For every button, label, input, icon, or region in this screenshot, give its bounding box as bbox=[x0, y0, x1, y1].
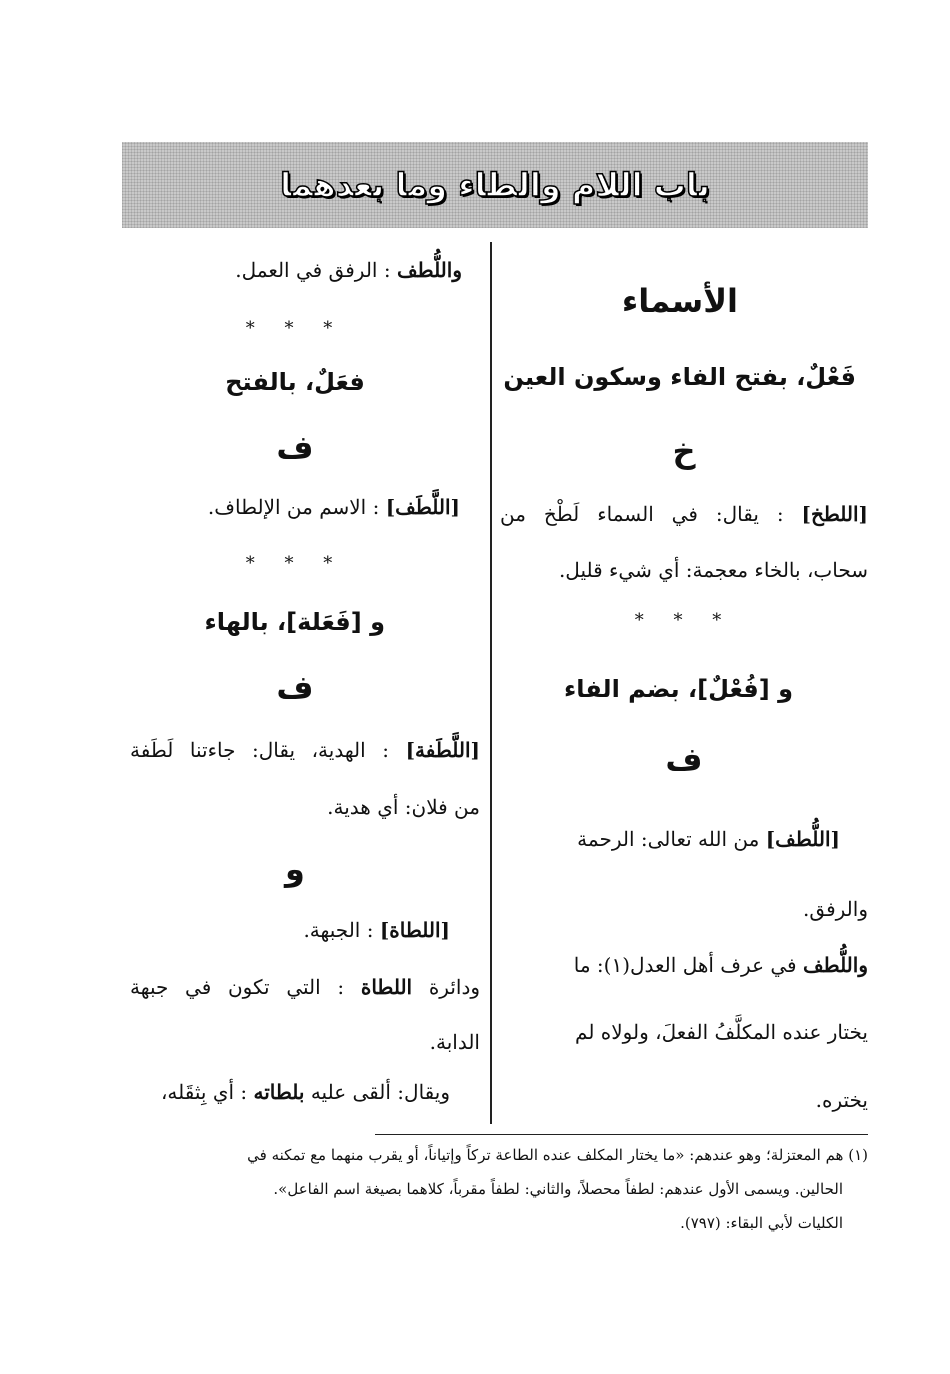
footnote-rule bbox=[375, 1134, 868, 1135]
entry-keyword: بلطاته bbox=[253, 1080, 305, 1104]
entry-keyword: [اللطاة] bbox=[379, 918, 450, 942]
entry-keyword: [اللَّطَف] bbox=[385, 495, 460, 519]
entry-line bbox=[303, 918, 450, 942]
letter-heading: ف bbox=[276, 428, 314, 466]
entry-keyword: [اللُّطف] bbox=[765, 827, 840, 851]
entry-text: : الجبهة. bbox=[303, 918, 374, 942]
chapter-title: باب اللام والطاء وما بعدهما bbox=[280, 166, 710, 204]
letter-heading: ف bbox=[276, 668, 314, 706]
entry-keyword: واللُّطف bbox=[396, 258, 462, 282]
chapter-banner bbox=[122, 142, 868, 228]
entry-text: : الهدية، يقال: جاءتنا لَطَفة bbox=[130, 738, 389, 762]
entry-text: في عرف أهل العدل(١): ما bbox=[573, 953, 797, 977]
entry-text: : الاسم من الإلطاف. bbox=[207, 495, 380, 519]
entry-line bbox=[130, 738, 480, 762]
entry-line bbox=[161, 1080, 450, 1104]
entry-line: يختره. bbox=[815, 1088, 868, 1112]
pattern-heading: و [فُعْلٌ]، بضم الفاء bbox=[564, 675, 793, 703]
separator-stars: * * * bbox=[245, 318, 345, 339]
letter-heading: خ bbox=[672, 432, 696, 470]
section-title: الأسماء bbox=[621, 282, 738, 320]
entry-line bbox=[574, 953, 868, 977]
entry-line bbox=[208, 495, 460, 519]
entry-text: : الرفق في العمل. bbox=[235, 258, 391, 282]
entry-keyword: [اللَّطَفة] bbox=[405, 738, 481, 762]
entry-line: سحاب، بالخاء معجمة: أي شيء قليل. bbox=[558, 558, 868, 582]
letter-heading: ف bbox=[665, 740, 703, 778]
entry-text: : يقال: في السماء لَطْخ من bbox=[500, 502, 784, 526]
entry-line: يختار عنده المكلَّفُ الفعلَ، ولولاه لم bbox=[575, 1020, 868, 1044]
footnote-line: (١) هم المعتزلة؛ وهو عندهم: «ما يختار المكلف عنده الطاعة تركاً وإتياناً، أو يقرب منهما مع تمكنه في bbox=[247, 1146, 868, 1164]
letter-heading: و bbox=[285, 850, 305, 888]
pattern-heading: و [فَعَلة]، بالهاء bbox=[204, 608, 385, 636]
entry-text: ويقال: ألقى عليه bbox=[310, 1080, 450, 1104]
footnote-line: الكليات لأبي البقاء: (٧٩٧). bbox=[680, 1214, 843, 1232]
separator-stars: * * * bbox=[634, 610, 734, 631]
column-divider bbox=[490, 242, 492, 1124]
entry-keyword: واللُّطف bbox=[802, 953, 868, 977]
entry-line bbox=[130, 975, 480, 999]
entry-line bbox=[235, 258, 462, 282]
separator-stars: * * * bbox=[245, 553, 345, 574]
footnote-line: الحالين. ويسمى الأول عندهم: لطفاً محصلاً، والثاني: لطفاً مقرباً، كلاهما بصيغة اسم الفاعل». bbox=[273, 1180, 843, 1198]
entry-keyword: [اللطخ] bbox=[801, 502, 869, 526]
pattern-heading: فَعْلٌ، بفتح الفاء وسكون العين bbox=[503, 363, 856, 391]
entry-line: الدابة. bbox=[429, 1030, 480, 1054]
entry-line bbox=[500, 502, 868, 526]
entry-line: من فلان: أي هدية. bbox=[327, 795, 480, 819]
entry-keyword: اللطاة bbox=[360, 975, 413, 999]
pattern-heading: فعَلٌ، بالفتح bbox=[225, 368, 365, 396]
entry-line bbox=[577, 827, 840, 851]
entry-text: : التي تكون في جبهة bbox=[130, 975, 345, 999]
entry-text: من الله تعالى: الرحمة bbox=[577, 827, 760, 851]
entry-text: : أي بِثقَله، bbox=[160, 1080, 248, 1104]
entry-line: والرفق. bbox=[803, 897, 868, 921]
entry-text: ودائرة bbox=[428, 975, 481, 999]
